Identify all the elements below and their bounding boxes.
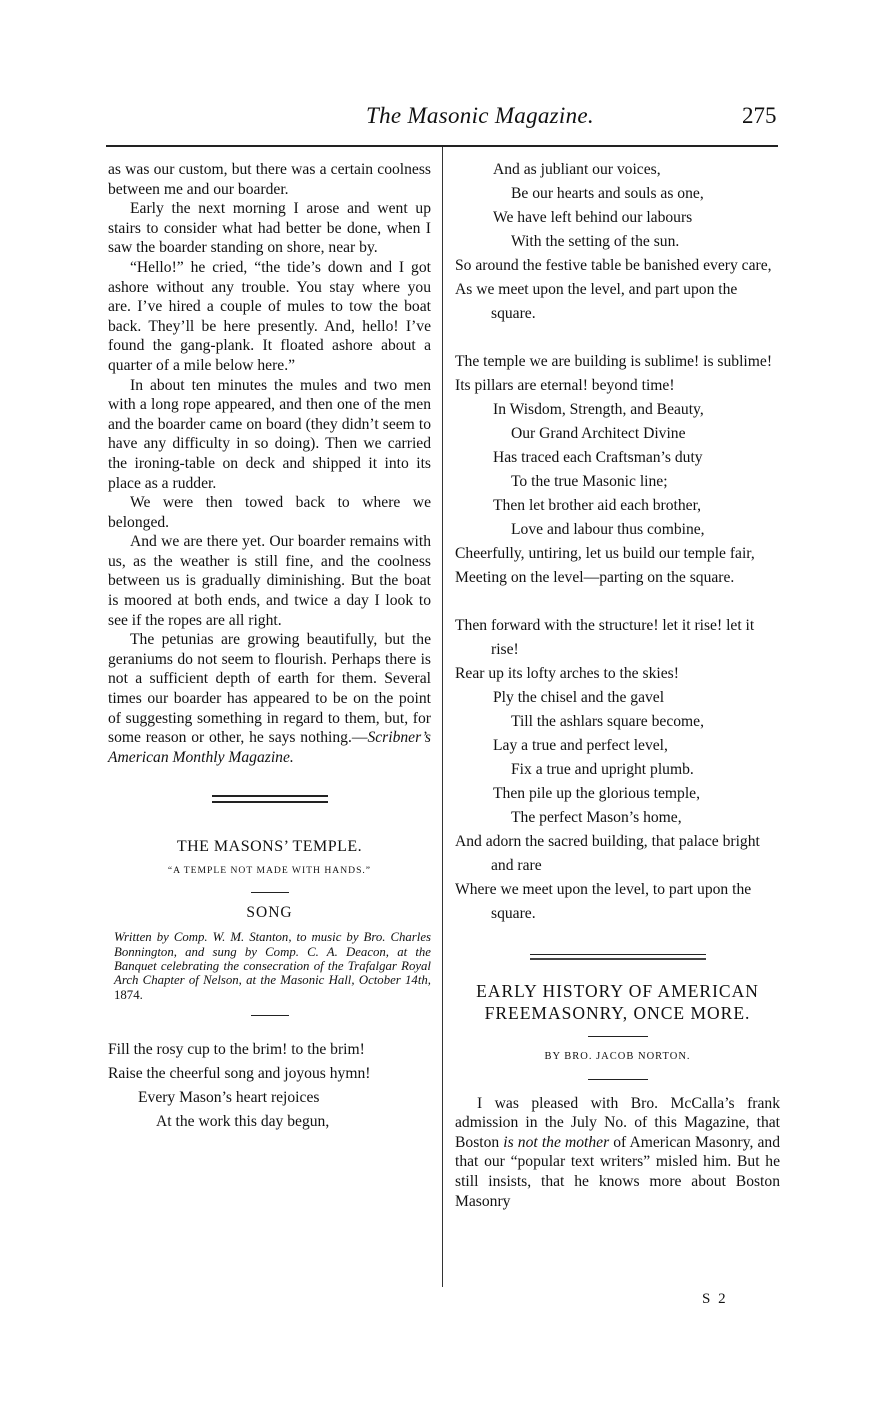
verse-line: Its pillars are eternal! beyond time! (455, 377, 675, 394)
column-divider (442, 147, 443, 1287)
poem-epigraph: “A TEMPLE NOT MADE WITH HANDS.” (167, 865, 372, 876)
verse-line: Has traced each Craftsman’s duty (493, 449, 703, 466)
article-text-b: of American Masonry, and that our “popular text writers” misled him. But he still insists, that he knows more about Boston Masonry (455, 1133, 780, 1210)
story-paragraph-7-text: The petunias are growing beautifully, but the geraniums do not seem to flourish. Perhaps there is not a sufficient depth of earth for them. Several times our boarder has appeared to be on the point of suggesting something in regard to them, but, for some reason or other, he says nothing.— (108, 631, 431, 747)
verse-line: And as jubliant our voices, (493, 161, 661, 178)
source-citation: Scribner’s American Monthly Magazine. (108, 729, 431, 766)
short-rule-3 (588, 1036, 648, 1037)
page-number: 275 (742, 103, 777, 128)
verse-line: We have left behind our labours (493, 209, 693, 226)
song-stanza-1 (455, 158, 780, 326)
verse-line: And adorn the sacred building, that palace bright and rare (455, 833, 760, 874)
article-text-a: I was pleased with Bro. McCalla’s frank admission in the July No. of this Magazine, that Boston (455, 1094, 780, 1151)
verse-line: Then pile up the glorious temple, (493, 785, 701, 802)
verse-line: Love and labour thus combine, (511, 521, 705, 538)
song-stanza-3 (455, 614, 780, 926)
story-paragraph-3: “Hello!” he cried, “the tide’s down and I got ashore without any trouble. You stay where you are. I’ve hired a couple of mules to tow the boat back. They’ll be here presently. And, hello! I’ve found the gang-plank. It floated ashore about a quarter of a mile below here.” (108, 258, 431, 374)
verse-line: Then forward with the structure! let it rise! let it rise! (455, 617, 755, 658)
verse-line: Where we meet upon the level, to part upon the square. (455, 881, 752, 922)
short-rule (251, 892, 289, 893)
article-title-line-2: FREEMASONRY, ONCE MORE. (484, 1003, 751, 1023)
verse-line: Every Mason’s heart rejoices (138, 1089, 320, 1107)
song-dedication-year: 1874. (114, 987, 143, 1002)
verse-line: Raise the cheerful song and joyous hymn! (108, 1065, 371, 1083)
verse-line: Then let brother aid each brother, (493, 497, 702, 514)
story-paragraph-4: In about ten minutes the mules and two men with a long rope appeared, and then one of the men and the boarder came on board (they didn’t seem to have any difficulty in so doing). Then we carried the ironing-table on deck and shipped it into its place as a rudder. (108, 376, 431, 492)
verse-line: The perfect Mason’s home, (511, 809, 682, 826)
article-text-italic: is not the mother (503, 1133, 610, 1151)
stanza-gap (455, 326, 780, 350)
verse-line: In Wisdom, Strength, and Beauty, (493, 401, 704, 418)
verse-line: Ply the chisel and the gavel (493, 689, 665, 706)
article-byline: BY BRO. JACOB NORTON. (544, 1051, 691, 1062)
article-paragraph (455, 1094, 780, 1212)
left-column (108, 160, 431, 1134)
ornament-separator (530, 954, 706, 960)
story-paragraph-7 (108, 630, 431, 767)
verse-line: At the work this day begun, (156, 1113, 330, 1131)
song-dedication (114, 930, 431, 1002)
story-paragraph-2: Early the next morning I arose and went up stairs to consider what had better be done, when I saw the boarder standing on shore, near by. (108, 200, 431, 257)
story-paragraph-1: as was our custom, but there was a certain coolness between me and our boarder. (108, 161, 431, 198)
right-column (455, 158, 780, 1211)
verse-line: Be our hearts and souls as one, (511, 185, 704, 202)
poem-title: THE MASONS’ TEMPLE. (176, 838, 363, 856)
verse-line: As we meet upon the level, and part upon the square. (455, 281, 738, 322)
verse-line: With the setting of the sun. (511, 233, 680, 250)
song-verse-start (108, 1038, 431, 1134)
stanza-gap (455, 590, 780, 614)
verse-line: Till the ashlars square become, (511, 713, 705, 730)
song-stanza-2 (455, 350, 780, 590)
verse-line: Fill the rosy cup to the brim! to the brim! (108, 1041, 365, 1059)
verse-line: So around the festive table be banished every care, (455, 257, 772, 274)
signature-mark: S 2 (702, 1291, 728, 1307)
verse-line: Lay a true and perfect level, (493, 737, 668, 754)
verse-line: Cheerfully, untiring, let us build our temple fair, (455, 545, 755, 562)
short-rule-2 (251, 1015, 289, 1016)
song-dedication-text: Written by Comp. W. M. Stanton, to music by Bro. Charles Bonnington, and sung by Comp. C. A. Deacon, at the Banquet celebrating the consecration of the Trafalgar Royal Arch Chapter of Nelson, at the Masonic Hall, October 14th, (114, 930, 431, 988)
verse-line: Fix a true and upright plumb. (511, 761, 694, 778)
running-title: The Masonic Magazine. (366, 103, 594, 128)
verse-line: Our Grand Architect Divine (511, 425, 686, 442)
verse-line: To the true Masonic line; (511, 473, 668, 490)
story-paragraph-6: And we are there yet. Our boarder remains with us, as the weather is still fine, and the coolness between us is gradually diminishing. But the boat is moored at both ends, and twice a day I look to see if the ropes are all right. (108, 533, 431, 629)
article-title-line-1: EARLY HISTORY OF AMERICAN (476, 981, 759, 1001)
song-heading: SONG (246, 903, 293, 921)
section-separator (212, 795, 328, 803)
short-rule-4 (588, 1079, 648, 1080)
story-paragraph-5: We were then towed back to where we belonged. (108, 494, 431, 531)
verse-line: Meeting on the level—parting on the square. (455, 569, 735, 586)
verse-line: The temple we are building is sublime! is sublime! (455, 353, 773, 370)
verse-line: Rear up its lofty arches to the skies! (455, 665, 679, 682)
